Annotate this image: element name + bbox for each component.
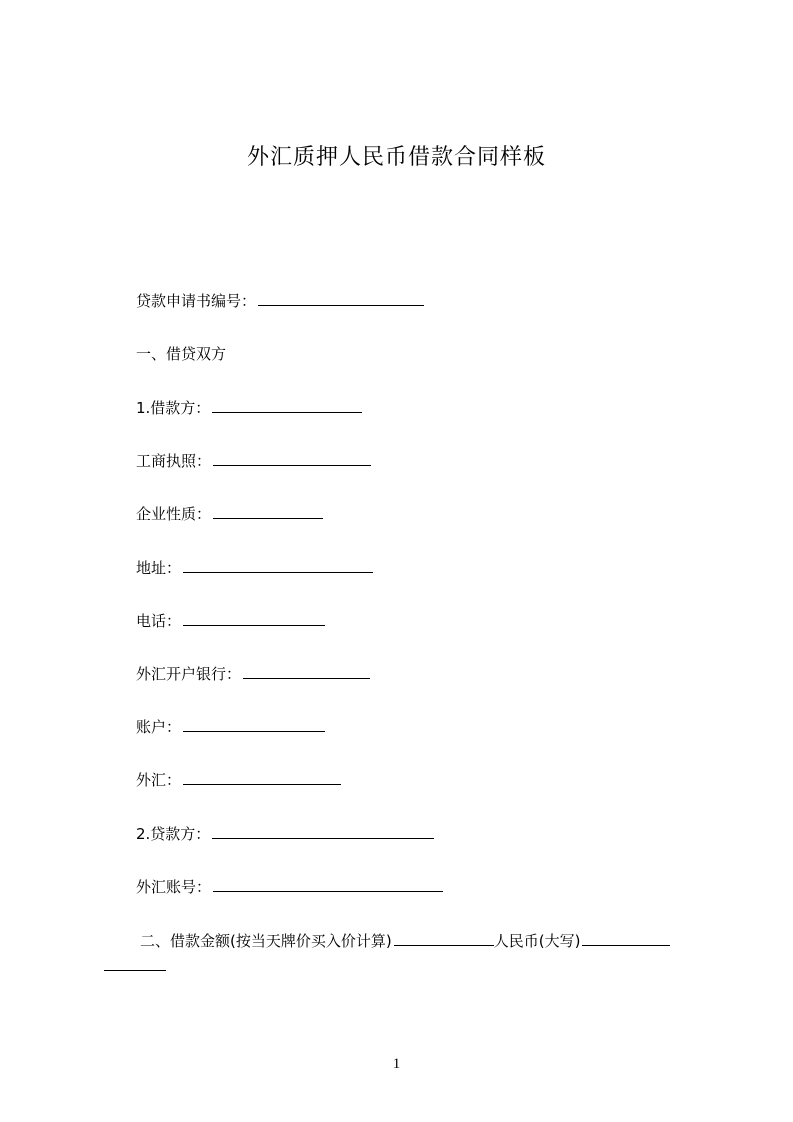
application-number-line [136,291,424,311]
application-number-label: 贷款申请书编号： [136,292,257,310]
account-line [136,717,325,737]
phone-line [136,611,325,631]
business-license-blank [213,451,371,466]
account-label: 账户： [136,718,182,736]
loan-amount-line [140,931,670,951]
page-number: 1 [392,1056,401,1072]
fx-blank [183,770,341,785]
lender-blank [212,824,434,839]
fx-bank-line [136,664,370,684]
fx-account-label: 外汇账号： [136,878,212,896]
address-blank [183,558,373,573]
account-blank [183,717,325,732]
fx-line [136,770,341,790]
fx-account-line [136,877,443,897]
phone-label: 电话： [136,612,182,630]
borrower-blank [212,398,362,413]
fx-bank-label: 外汇开户银行： [136,665,242,683]
borrower-line [136,398,362,418]
enterprise-nature-blank [213,504,323,519]
rmb-blank [582,931,670,946]
fx-account-blank [213,877,443,892]
document-title: 外汇质押人民币借款合同样板 [246,145,546,170]
phone-blank [183,611,325,626]
address-label: 地址： [136,559,182,577]
loan-amount-label: 二、借款金额(按当天牌价买入价计算) [140,932,392,950]
enterprise-nature-label: 企业性质： [136,505,212,523]
loan-amount-continuation [104,956,166,976]
enterprise-nature-line [136,504,323,524]
business-license-label: 工商执照： [136,452,212,470]
lender-line [136,824,434,844]
borrower-label: 1.借款方： [136,399,211,417]
loan-amount-blank [394,931,494,946]
rmb-label: 人民币(大写) [493,932,581,950]
lender-label: 2.贷款方： [136,825,211,843]
fx-bank-blank [243,664,370,679]
rmb-blank-continued [104,956,166,971]
application-number-blank [258,291,424,306]
section-heading-parties: 一、借贷双方 [136,345,227,363]
fx-label: 外汇： [136,771,182,789]
address-line [136,558,373,578]
business-license-line [136,451,371,471]
